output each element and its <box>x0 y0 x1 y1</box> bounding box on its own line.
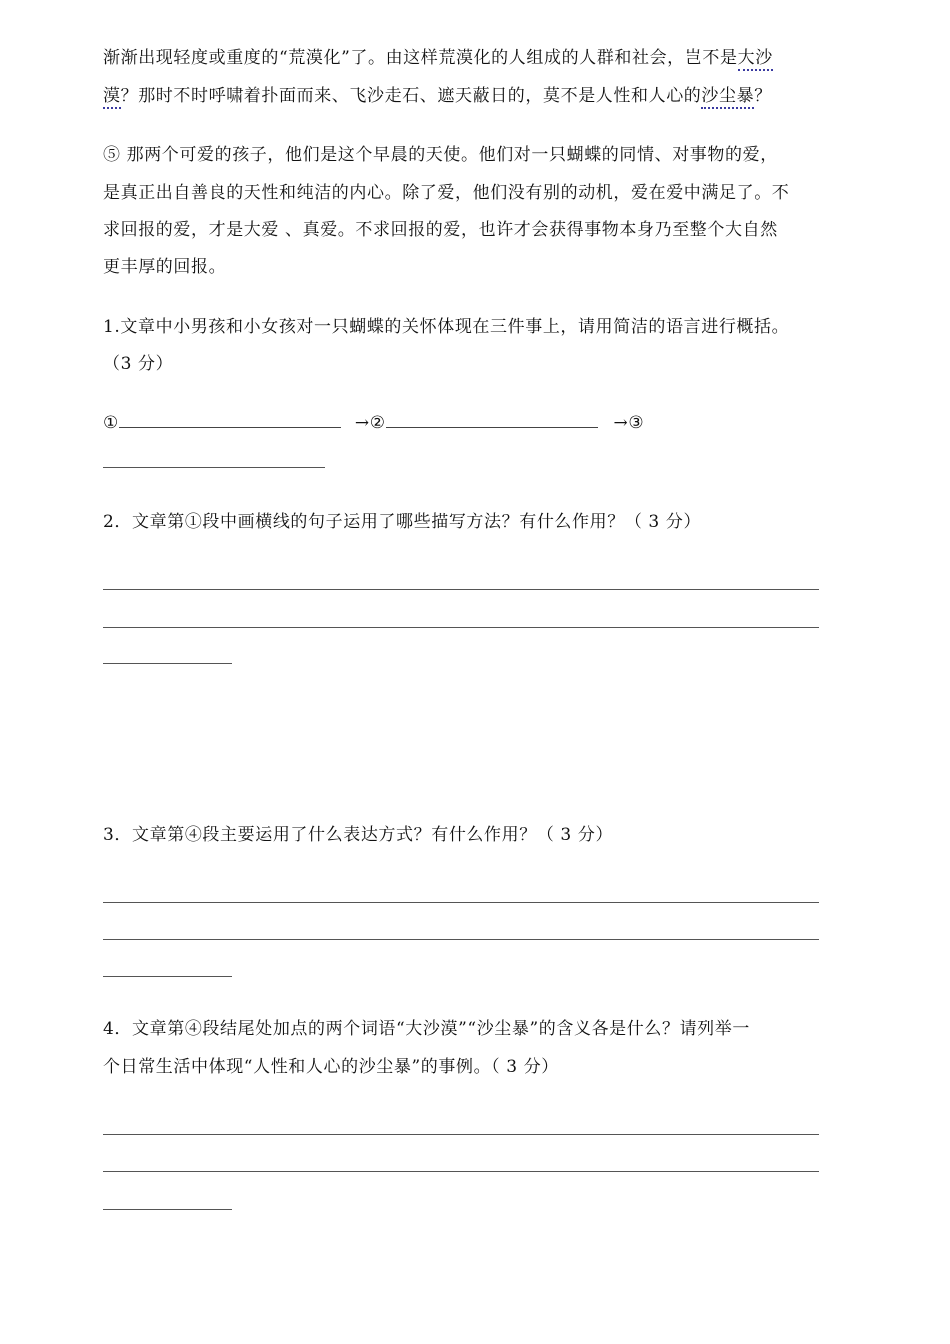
answer-line[interactable] <box>103 1134 819 1135</box>
passage-p5-line-2: 是真正出自善良的天性和纯洁的内心。除了爱，他们没有别的动机，爱在爱中满足了。不 <box>103 183 790 203</box>
dotted-word-da-sha: 大沙 <box>738 48 773 71</box>
arrow-circle-two: →② <box>354 413 386 433</box>
question-1-points: （3 分） <box>103 354 174 374</box>
dotted-word-sha-chen-bao: 沙尘暴 <box>701 86 754 109</box>
answer-line[interactable] <box>103 1171 819 1172</box>
passage-p5-line-3: 求回报的爱，才是大爱 、真爱。不求回报的爱，也许才会获得事物本身乃至整个大自然 <box>103 220 778 240</box>
answer-line[interactable] <box>103 663 232 664</box>
circle-one-marker: ① <box>103 413 119 433</box>
passage-p5-line-1: ⑤ 那两个可爱的孩子，他们是这个早晨的天使。他们对一只蝴蝶的同情、对事物的爱， <box>103 145 778 165</box>
answer-line[interactable] <box>103 939 819 940</box>
passage-text: ？ <box>754 86 772 106</box>
question-3-text: 3．文章第④段主要运用了什么表达方式？有什么作用？（ 3 分） <box>103 825 614 845</box>
answer-blank-3[interactable] <box>103 467 325 468</box>
answer-line[interactable] <box>103 589 819 590</box>
question-2-text: 2．文章第①段中画横线的句子运用了哪些描写方法？有什么作用？（ 3 分） <box>103 512 702 532</box>
question-4-text-line-2: 个日常生活中体现“人性和人心的沙尘暴”的事例。（ 3 分） <box>103 1057 559 1077</box>
dotted-word-mo: 漠 <box>103 86 121 109</box>
answer-line[interactable] <box>103 627 819 628</box>
answer-blank-1[interactable] <box>119 413 341 428</box>
question-1-answer-row <box>103 411 843 435</box>
answer-blank-2[interactable] <box>386 413 598 428</box>
passage-p5-line-4: 更丰厚的回报。 <box>103 257 227 277</box>
question-1-text: 1.文章中小男孩和小女孩对一只蝴蝶的关怀体现在三件事上，请用简洁的语言进行概括。 <box>103 317 790 337</box>
answer-line[interactable] <box>103 902 819 903</box>
question-4-text-line-1: 4．文章第④段结尾处加点的两个词语“大沙漠”“沙尘暴”的含义各是什么？请列举一 <box>103 1019 750 1039</box>
passage-p4-line-1 <box>103 46 843 70</box>
passage-text: ？那时不时呼啸着扑面而来、飞沙走石、遮天蔽日的，莫不是人性和人心的 <box>120 86 702 106</box>
passage-p4-line-2 <box>103 84 843 108</box>
answer-line[interactable] <box>103 1209 232 1210</box>
passage-text: 渐渐出现轻度或重度的“荒漠化”了。由这样荒漠化的人组成的人群和社会，岂不是 <box>103 48 738 68</box>
arrow-circle-three: →③ <box>613 413 645 433</box>
answer-line[interactable] <box>103 976 232 977</box>
